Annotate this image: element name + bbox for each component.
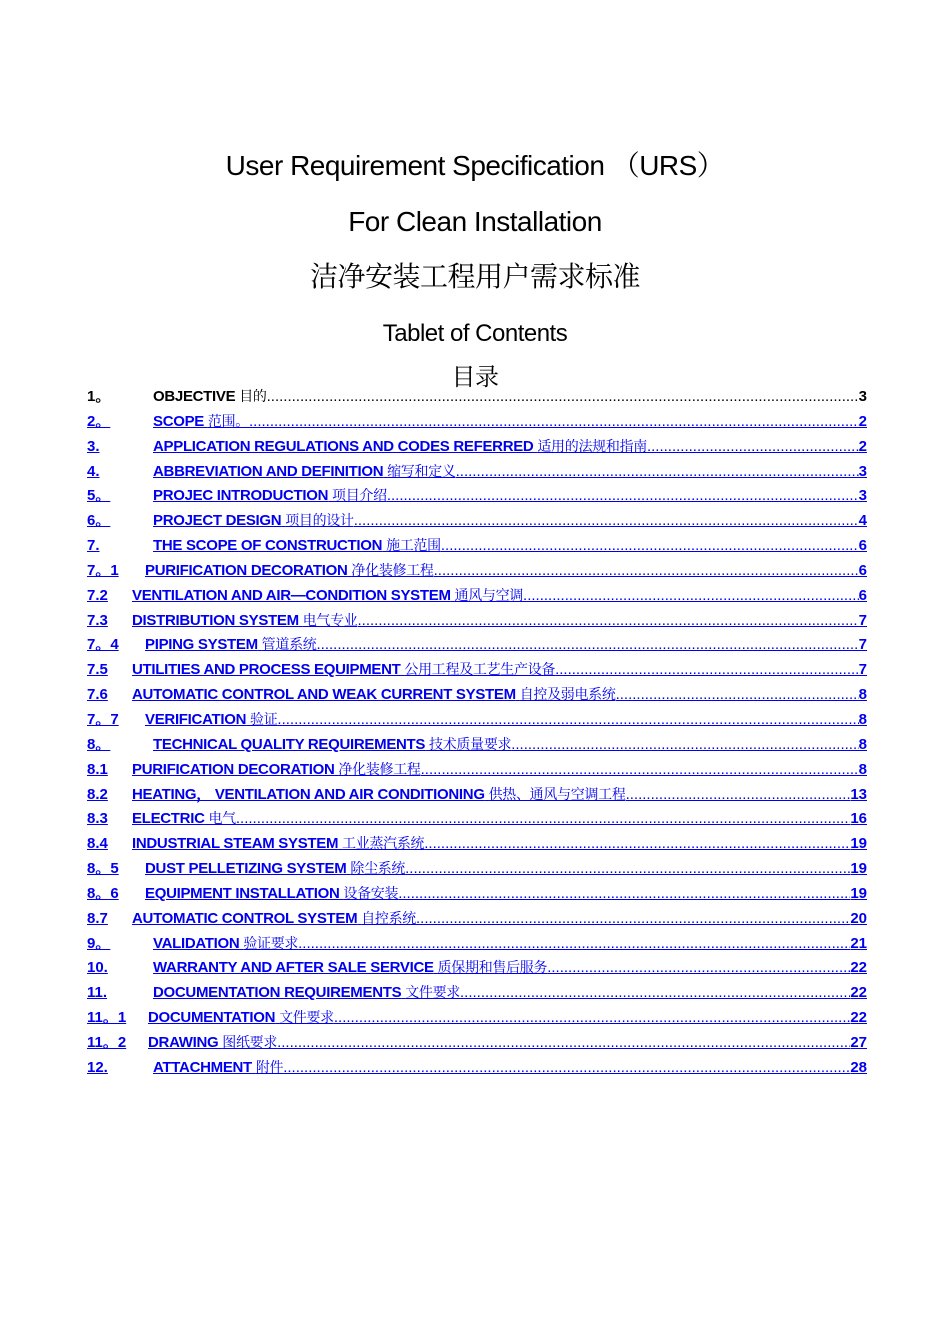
toc-entry-label-zh: 工业蒸汽系统 xyxy=(342,836,425,853)
toc-entry-label-en: APPLICATION REGULATIONS AND CODES REFERRED xyxy=(153,437,534,455)
toc-entry-label xyxy=(153,462,456,482)
toc-dot-leader xyxy=(387,486,859,506)
toc-dot-leader xyxy=(460,983,850,1003)
toc-entry-page-number: 3 xyxy=(858,388,867,405)
toc-dot-leader xyxy=(555,660,859,680)
toc-entry-page-number: 2 xyxy=(858,412,867,430)
toc-entry-number: 5。 xyxy=(87,487,111,505)
toc-entry-number: 2。 xyxy=(87,412,111,430)
toc-entry-label-zh: 缩写和定义 xyxy=(387,463,456,480)
toc-dot-leader xyxy=(441,536,859,556)
toc-entry-page-number: 20 xyxy=(850,909,867,927)
toc-entry-label-zh: 项目介绍 xyxy=(332,488,387,505)
toc-dot-leader xyxy=(416,909,850,929)
toc-entry-label-zh: 文件要求 xyxy=(405,985,460,1002)
toc-entry-label xyxy=(132,611,358,631)
toc-entry-number: 7。1 xyxy=(87,561,119,579)
toc-entry-label-zh: 自控系统 xyxy=(361,910,416,927)
toc-entry-label-en: WARRANTY AND AFTER SALE SERVICE xyxy=(153,959,434,977)
document-title: User Requirement Specification （URS） xyxy=(225,150,725,181)
toc-entry-label-en: ABBREVIATION AND DEFINITION xyxy=(153,462,384,480)
toc-entry-number: 12. xyxy=(87,1058,108,1076)
toc-entry-number: 8.2 xyxy=(87,785,108,803)
toc-entry-label xyxy=(153,511,354,531)
toc-entry-label-en: PURIFICATION DECORATION xyxy=(132,760,335,778)
toc-entry-label-en: PURIFICATION DECORATION xyxy=(145,561,348,579)
toc-dot-leader xyxy=(434,561,859,581)
toc-entry[interactable] xyxy=(87,511,867,536)
toc-dot-leader xyxy=(334,1008,850,1028)
toc-entry-number: 9。 xyxy=(87,934,111,952)
toc-entry-label xyxy=(145,884,398,904)
toc-entry-label-en: VENTILATION AND AIR—CONDITION SYSTEM xyxy=(132,586,451,604)
toc-entry-number: 7.5 xyxy=(87,661,108,679)
toc-dot-leader xyxy=(456,462,859,482)
toc-entry-label xyxy=(132,909,416,929)
toc-entry[interactable] xyxy=(87,586,867,611)
toc-entry-page-number: 19 xyxy=(850,884,867,902)
toc-entry-page-number: 22 xyxy=(850,959,867,977)
toc-entry[interactable] xyxy=(87,785,867,810)
contents-heading: Tablet of Contents xyxy=(382,320,568,347)
toc-entry-label xyxy=(153,412,249,432)
toc-entry-number: 4. xyxy=(87,462,100,480)
toc-dot-leader xyxy=(316,635,858,655)
toc-entry[interactable] xyxy=(87,909,867,934)
toc-entry[interactable] xyxy=(87,710,867,735)
toc-entry-number: 7.6 xyxy=(87,686,108,704)
toc-entry-label-en: VERIFICATION xyxy=(145,710,247,728)
toc-entry-label-en: HEATING， VENTILATION AND AIR CONDITIONING xyxy=(132,785,485,803)
toc-entry-label-zh: 范围。 xyxy=(207,413,249,430)
toc-entry-label-en: SCOPE xyxy=(153,412,205,430)
toc-entry[interactable] xyxy=(87,884,867,909)
toc-entry-label-en: AUTOMATIC CONTROL AND WEAK CURRENT SYSTEM xyxy=(132,686,516,704)
toc-entry-label-en: PROJECT DESIGN xyxy=(153,512,282,530)
toc-entry-label-en: OBJECTIVE xyxy=(153,388,236,405)
toc-entry[interactable] xyxy=(87,685,867,710)
toc-entry-page-number: 4 xyxy=(858,512,867,530)
toc-entry[interactable] xyxy=(87,1008,867,1033)
toc-entry-label xyxy=(145,635,316,655)
toc-entry-label xyxy=(153,983,460,1003)
toc-entry-page-number: 6 xyxy=(858,537,867,555)
toc-entry-page-number: 22 xyxy=(850,1009,867,1027)
toc-entry-label-zh: 适用的法规和指南 xyxy=(537,438,647,455)
toc-entry-label xyxy=(145,710,277,730)
toc-entry-number: 7. xyxy=(87,537,100,555)
document-subtitle: For Clean Installation xyxy=(348,206,602,237)
toc-entry[interactable] xyxy=(87,462,867,487)
toc-entry[interactable] xyxy=(87,561,867,586)
toc-entry-page-number: 2 xyxy=(858,437,867,455)
toc-entry-label-zh: 施工范围 xyxy=(386,538,441,555)
toc-entry[interactable] xyxy=(87,437,867,462)
toc-entry-label xyxy=(132,586,523,606)
toc-entry-label-en: DOCUMENTATION REQUIREMENTS xyxy=(153,984,402,1002)
toc-entry-label-zh: 供热、通风与空调工程 xyxy=(488,786,626,803)
toc-entry-label xyxy=(132,760,421,780)
toc-entry-label-zh: 设备安装 xyxy=(343,885,399,902)
toc-entry-label-en: DOCUMENTATION xyxy=(148,1009,276,1027)
toc-entry-label-zh: 验证要求 xyxy=(243,935,299,952)
toc-entry-label-zh: 质保期和售后服务 xyxy=(437,960,548,977)
toc-entry-label-zh: 验证 xyxy=(250,711,278,728)
toc-dot-leader xyxy=(424,834,850,854)
toc-entry-number: 3. xyxy=(87,437,100,455)
toc-entry-page-number: 7 xyxy=(858,661,867,679)
toc-dot-leader xyxy=(626,785,851,805)
toc-entry-label xyxy=(132,660,555,680)
toc-entry-label-zh: 图纸要求 xyxy=(222,1034,278,1051)
toc-entry-label-en: PIPING SYSTEM xyxy=(145,636,258,654)
toc-entry-label-en: PROJEC INTRODUCTION xyxy=(153,487,329,505)
toc-dot-leader xyxy=(277,710,858,730)
toc-dot-leader xyxy=(267,387,859,407)
toc-entry-label-zh: 附件 xyxy=(255,1059,284,1076)
toc-dot-leader xyxy=(249,412,859,432)
toc-entry-page-number: 6 xyxy=(858,586,867,604)
toc-entry-label-zh: 公用工程及工艺生产设备 xyxy=(404,662,556,679)
toc-entry-number: 8.7 xyxy=(87,909,108,927)
toc-entry-label xyxy=(145,561,434,581)
toc-dot-leader xyxy=(647,437,859,457)
toc-entry-number: 6。 xyxy=(87,512,111,530)
toc-entry-label-zh: 电气专业 xyxy=(302,612,358,629)
toc-entry-label-en: DUST PELLETIZING SYSTEM xyxy=(145,860,347,878)
toc-entry-label-en: UTILITIES AND PROCESS EQUIPMENT xyxy=(132,661,401,679)
toc-entry-label-zh: 通风与空调 xyxy=(454,587,524,604)
toc-entry-number: 11。2 xyxy=(87,1033,127,1051)
toc-entry-number: 11。1 xyxy=(87,1009,127,1027)
toc-entry[interactable] xyxy=(87,934,867,959)
toc-entry[interactable] xyxy=(87,486,867,511)
toc-entry-label-en: THE SCOPE OF CONSTRUCTION xyxy=(153,537,383,555)
toc-entry-label-en: DRAWING xyxy=(148,1033,219,1051)
toc-entry-label xyxy=(153,437,647,457)
toc-entry-number: 7。7 xyxy=(87,710,119,728)
toc-entry-page-number: 27 xyxy=(850,1033,867,1051)
toc-entry-label-zh: 管道系统 xyxy=(261,637,317,654)
toc-entry-label-zh: 净化装修工程 xyxy=(338,761,421,778)
toc-entry-number: 8.1 xyxy=(87,760,108,778)
toc-entry-label-zh: 文件要求 xyxy=(279,1010,334,1027)
toc-entry-label xyxy=(132,685,616,705)
toc-entry-page-number: 3 xyxy=(858,487,867,505)
toc-entry-number: 7.2 xyxy=(87,586,108,604)
toc-entry-label-en: INDUSTRIAL STEAM SYSTEM xyxy=(132,835,339,853)
toc-dot-leader xyxy=(236,809,850,829)
toc-entry[interactable] xyxy=(87,735,867,760)
table-of-contents xyxy=(87,387,867,1083)
toc-entry-number: 7.3 xyxy=(87,611,108,629)
toc-entry-page-number: 8 xyxy=(858,710,867,728)
toc-entry-label-zh: 除尘系统 xyxy=(350,861,406,878)
toc-entry[interactable] xyxy=(87,834,867,859)
toc-dot-leader xyxy=(511,735,858,755)
document-title-chinese: 洁净安装工程用户需求标准 xyxy=(309,260,640,293)
toc-dot-leader xyxy=(616,685,859,705)
contents-heading-chinese: 目录 xyxy=(451,363,499,391)
toc-dot-leader xyxy=(298,934,850,954)
toc-entry-page-number: 3 xyxy=(858,462,867,480)
toc-dot-leader xyxy=(405,859,850,879)
toc-dot-leader xyxy=(398,884,850,904)
toc-entry-number: 1。 xyxy=(87,388,111,405)
toc-entry[interactable] xyxy=(87,611,867,636)
toc-entry-page-number: 28 xyxy=(850,1058,867,1076)
toc-entry[interactable] xyxy=(87,958,867,983)
toc-dot-leader xyxy=(354,511,859,531)
toc-entry-number: 8。5 xyxy=(87,860,119,878)
toc-dot-leader xyxy=(421,760,859,780)
toc-entry-label-zh: 目的 xyxy=(239,389,267,405)
toc-entry-number: 8.3 xyxy=(87,810,108,828)
toc-entry-label xyxy=(153,486,387,506)
toc-entry-label-en: ATTACHMENT xyxy=(153,1058,252,1076)
toc-entry-page-number: 8 xyxy=(858,735,867,753)
toc-entry-label-en: VALIDATION xyxy=(153,934,240,952)
toc-entry-label xyxy=(148,1033,277,1053)
toc-entry-label-en: ELECTRIC xyxy=(132,810,205,828)
toc-entry-label xyxy=(153,934,298,954)
toc-entry-label xyxy=(153,387,267,407)
toc-entry-page-number: 21 xyxy=(850,934,867,952)
toc-entry-label xyxy=(153,735,511,755)
toc-entry-number: 10. xyxy=(87,959,108,977)
toc-entry[interactable] xyxy=(87,859,867,884)
toc-dot-leader xyxy=(358,611,859,631)
toc-entry[interactable] xyxy=(87,983,867,1008)
toc-entry-number: 8。 xyxy=(87,735,111,753)
toc-entry-page-number: 19 xyxy=(850,860,867,878)
toc-entry-label-en: AUTOMATIC CONTROL SYSTEM xyxy=(132,909,358,927)
toc-entry-label xyxy=(153,1058,283,1078)
toc-entry-number: 8.4 xyxy=(87,835,108,853)
toc-entry[interactable] xyxy=(87,760,867,785)
toc-entry-number: 8。6 xyxy=(87,884,119,902)
toc-entry-label xyxy=(153,958,547,978)
toc-entry-label xyxy=(132,834,424,854)
toc-entry[interactable] xyxy=(87,1058,867,1083)
toc-entry-label-zh: 净化装修工程 xyxy=(351,562,434,579)
toc-entry-page-number: 13 xyxy=(850,785,867,803)
toc-entry-label-zh: 自控及弱电系统 xyxy=(519,687,616,704)
toc-dot-leader xyxy=(277,1033,850,1053)
toc-entry-label-zh: 项目的设计 xyxy=(285,513,354,530)
toc-entry[interactable] xyxy=(87,809,867,834)
toc-entry[interactable] xyxy=(87,660,867,685)
toc-entry-label-en: EQUIPMENT INSTALLATION xyxy=(145,884,340,902)
toc-entry-page-number: 19 xyxy=(850,835,867,853)
toc-entry-page-number: 8 xyxy=(858,686,867,704)
toc-entry-page-number: 7 xyxy=(858,611,867,629)
toc-entry-label-en: TECHNICAL QUALITY REQUIREMENTS xyxy=(153,735,426,753)
toc-entry-label xyxy=(153,536,441,556)
toc-entry-label-zh: 技术质量要求 xyxy=(429,736,512,753)
toc-entry-number: 7。4 xyxy=(87,636,119,654)
toc-entry[interactable] xyxy=(87,412,867,437)
toc-entry-label xyxy=(148,1008,334,1028)
toc-entry-page-number: 8 xyxy=(858,760,867,778)
toc-dot-leader xyxy=(547,958,850,978)
toc-entry-label xyxy=(132,785,626,805)
toc-entry-label-en: DISTRIBUTION SYSTEM xyxy=(132,611,299,629)
toc-entry[interactable] xyxy=(87,536,867,561)
toc-entry-page-number: 16 xyxy=(850,810,867,828)
toc-entry-page-number: 7 xyxy=(858,636,867,654)
toc-entry[interactable] xyxy=(87,1033,867,1058)
toc-entry-page-number: 22 xyxy=(850,984,867,1002)
toc-entry-number: 11. xyxy=(87,984,108,1002)
toc-entry-label xyxy=(132,809,236,829)
toc-entry-label xyxy=(145,859,405,879)
toc-entry-label-zh: 电气 xyxy=(208,811,236,828)
toc-entry[interactable] xyxy=(87,387,867,412)
toc-entry-page-number: 6 xyxy=(858,561,867,579)
toc-entry[interactable] xyxy=(87,635,867,660)
toc-dot-leader xyxy=(283,1058,850,1078)
toc-dot-leader xyxy=(523,586,859,606)
